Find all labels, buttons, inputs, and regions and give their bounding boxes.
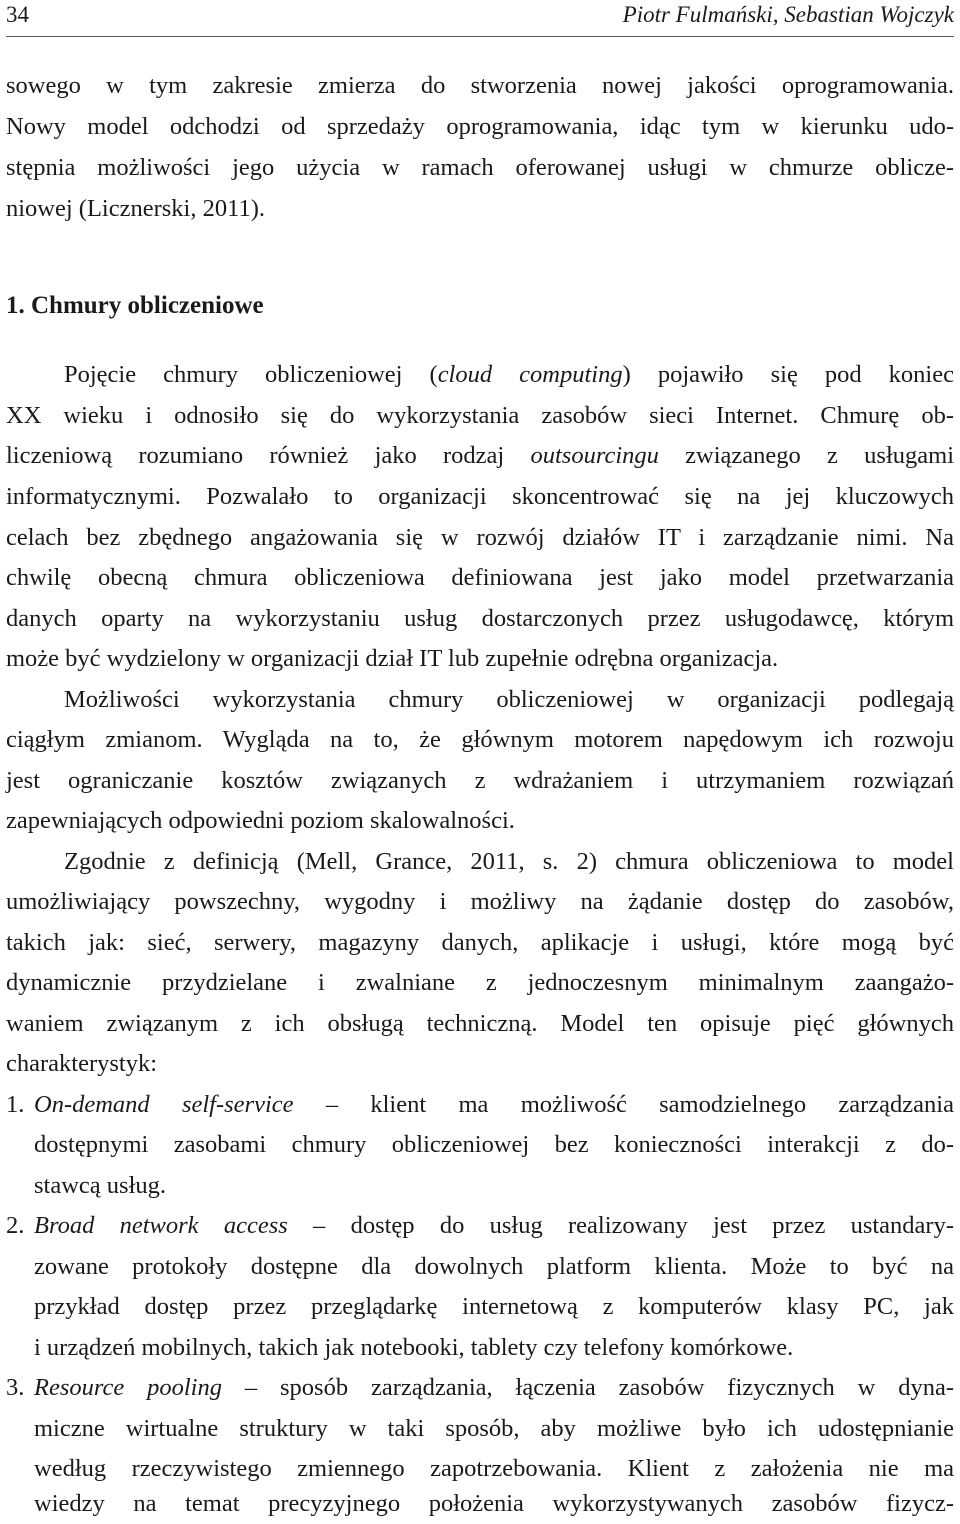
body-text-line: charakterystyk: (6, 1050, 158, 1077)
body-text-line: chwilę obecną chmura obliczeniowa definiowana jest jako model przetwarzania (6, 564, 954, 591)
body-text-line: sowego w tym zakresie zmierza do stworzenia nowej jakości oprogramowania. (6, 72, 954, 99)
list-item: 1. On-demand self-service – klient ma możliwość samodzielnego zarządzania (6, 1085, 954, 1125)
body-text-line: waniem związanym z ich obsługą techniczną. Model ten opisuje pięć głównych (6, 1010, 954, 1037)
body-text-line: niowej (Licznerski, 2011). (6, 195, 265, 222)
body-text-line: dynamicznie przydzielane i zwalniane z jednoczesnym minimalnym zaangażo- (6, 969, 954, 996)
list-item-number: 2. (6, 1212, 25, 1239)
running-header-authors: Piotr Fulmański, Sebastian Wojczyk (622, 2, 954, 27)
page-number: 34 (6, 2, 29, 27)
body-text-line: Nowy model odchodzi od sprzedaży oprogramowania, idąc tym w kierunku udo- (6, 113, 954, 140)
running-header (6, 0, 954, 37)
body-text-line: XX wieku i odnosiło się do wykorzystania zasobów sieci Internet. Chmurę ob- (6, 402, 954, 429)
body-text-line: Zgodnie z definicją (Mell, Grance, 2011, s. 2) chmura obliczeniowa to model (64, 848, 954, 875)
body-text-line: celach bez zbędnego angażowania się w rozwój działów IT i zarządzanie nimi. Na (6, 524, 954, 551)
list-item: 2. Broad network access – dostęp do usług realizowany jest przez ustandary- (6, 1206, 954, 1246)
body-text-line: ciągłym zmianom. Wygląda na to, że głównym motorem napędowym ich rozwoju (6, 726, 954, 753)
body-text-line: liczeniową rozumiano również jako rodzaj outsourcingu związanego z usługami (6, 442, 954, 469)
body-text-line: może być wydzielony w organizacji dział IT lub zupełnie odrębna organizacja. (6, 645, 779, 672)
list-item-term: On-demand self-service (34, 1091, 294, 1118)
list-item-line: według rzeczywistego zmiennego zapotrzebowania. Klient z założenia nie ma (34, 1455, 954, 1482)
body-text-line: Możliwości wykorzystania chmury obliczeniowej w organizacji podlegają (64, 686, 954, 713)
body-text-line: informatycznymi. Pozwalało to organizacji skoncentrować się na jej kluczowych (6, 483, 954, 510)
body-text-line: umożliwiający powszechny, wygodny i możliwy na żądanie dostęp do zasobów, (6, 888, 954, 915)
body-text-line: stępnia możliwości jego użycia w ramach oferowanej usługi w chmurze oblicze- (6, 154, 954, 181)
list-item-line: dostępnymi zasobami chmury obliczeniowej bez konieczności interakcji z do- (34, 1131, 954, 1158)
list-item-line: miczne wirtualne struktury w taki sposób, aby możliwe było ich udostępnianie (34, 1415, 954, 1442)
list-item-term: Resource pooling (34, 1374, 222, 1401)
list-item-line: wiedzy na temat precyzyjnego położenia wykorzystywanych zasobów fizycz- (34, 1490, 954, 1517)
term-cloud-computing: cloud computing (437, 361, 623, 388)
body-text-line: jest ograniczanie kosztów związanych z wdrażaniem i utrzymaniem rozwiązań (6, 767, 954, 794)
list-item-number: 3. (6, 1374, 25, 1401)
body-text-line: danych oparty na wykorzystaniu usług dostarczonych przez usługodawcę, którym (6, 605, 954, 632)
list-item-number: 1. (6, 1091, 25, 1118)
list-item: 3. Resource pooling – sposób zarządzania, łączenia zasobów fizycznych w dyna- (6, 1368, 954, 1408)
list-item-line: stawcą usług. (34, 1172, 166, 1199)
body-text-line: Pojęcie chmury obliczeniowej (cloud computing) pojawiło się pod koniec (64, 361, 954, 388)
body-text-line: takich jak: sieć, serwery, magazyny danych, aplikacje i usługi, które mogą być (6, 929, 954, 956)
term-outsourcing: outsourcingu (530, 442, 659, 469)
list-item-line: zowane protokoły dostępne dla dowolnych platform klienta. Może to być na (34, 1253, 954, 1280)
list-item-term: Broad network access (34, 1212, 288, 1239)
list-item-line: przykład dostęp przez przeglądarkę internetową z komputerów klasy PC, jak (34, 1293, 954, 1320)
body-text-line: zapewniających odpowiedni poziom skalowalności. (6, 807, 515, 834)
list-item-line: i urządzeń mobilnych, takich jak notebooki, tablety czy telefony komórkowe. (34, 1334, 794, 1361)
section-heading: 1. Chmury obliczeniowe (6, 292, 264, 319)
